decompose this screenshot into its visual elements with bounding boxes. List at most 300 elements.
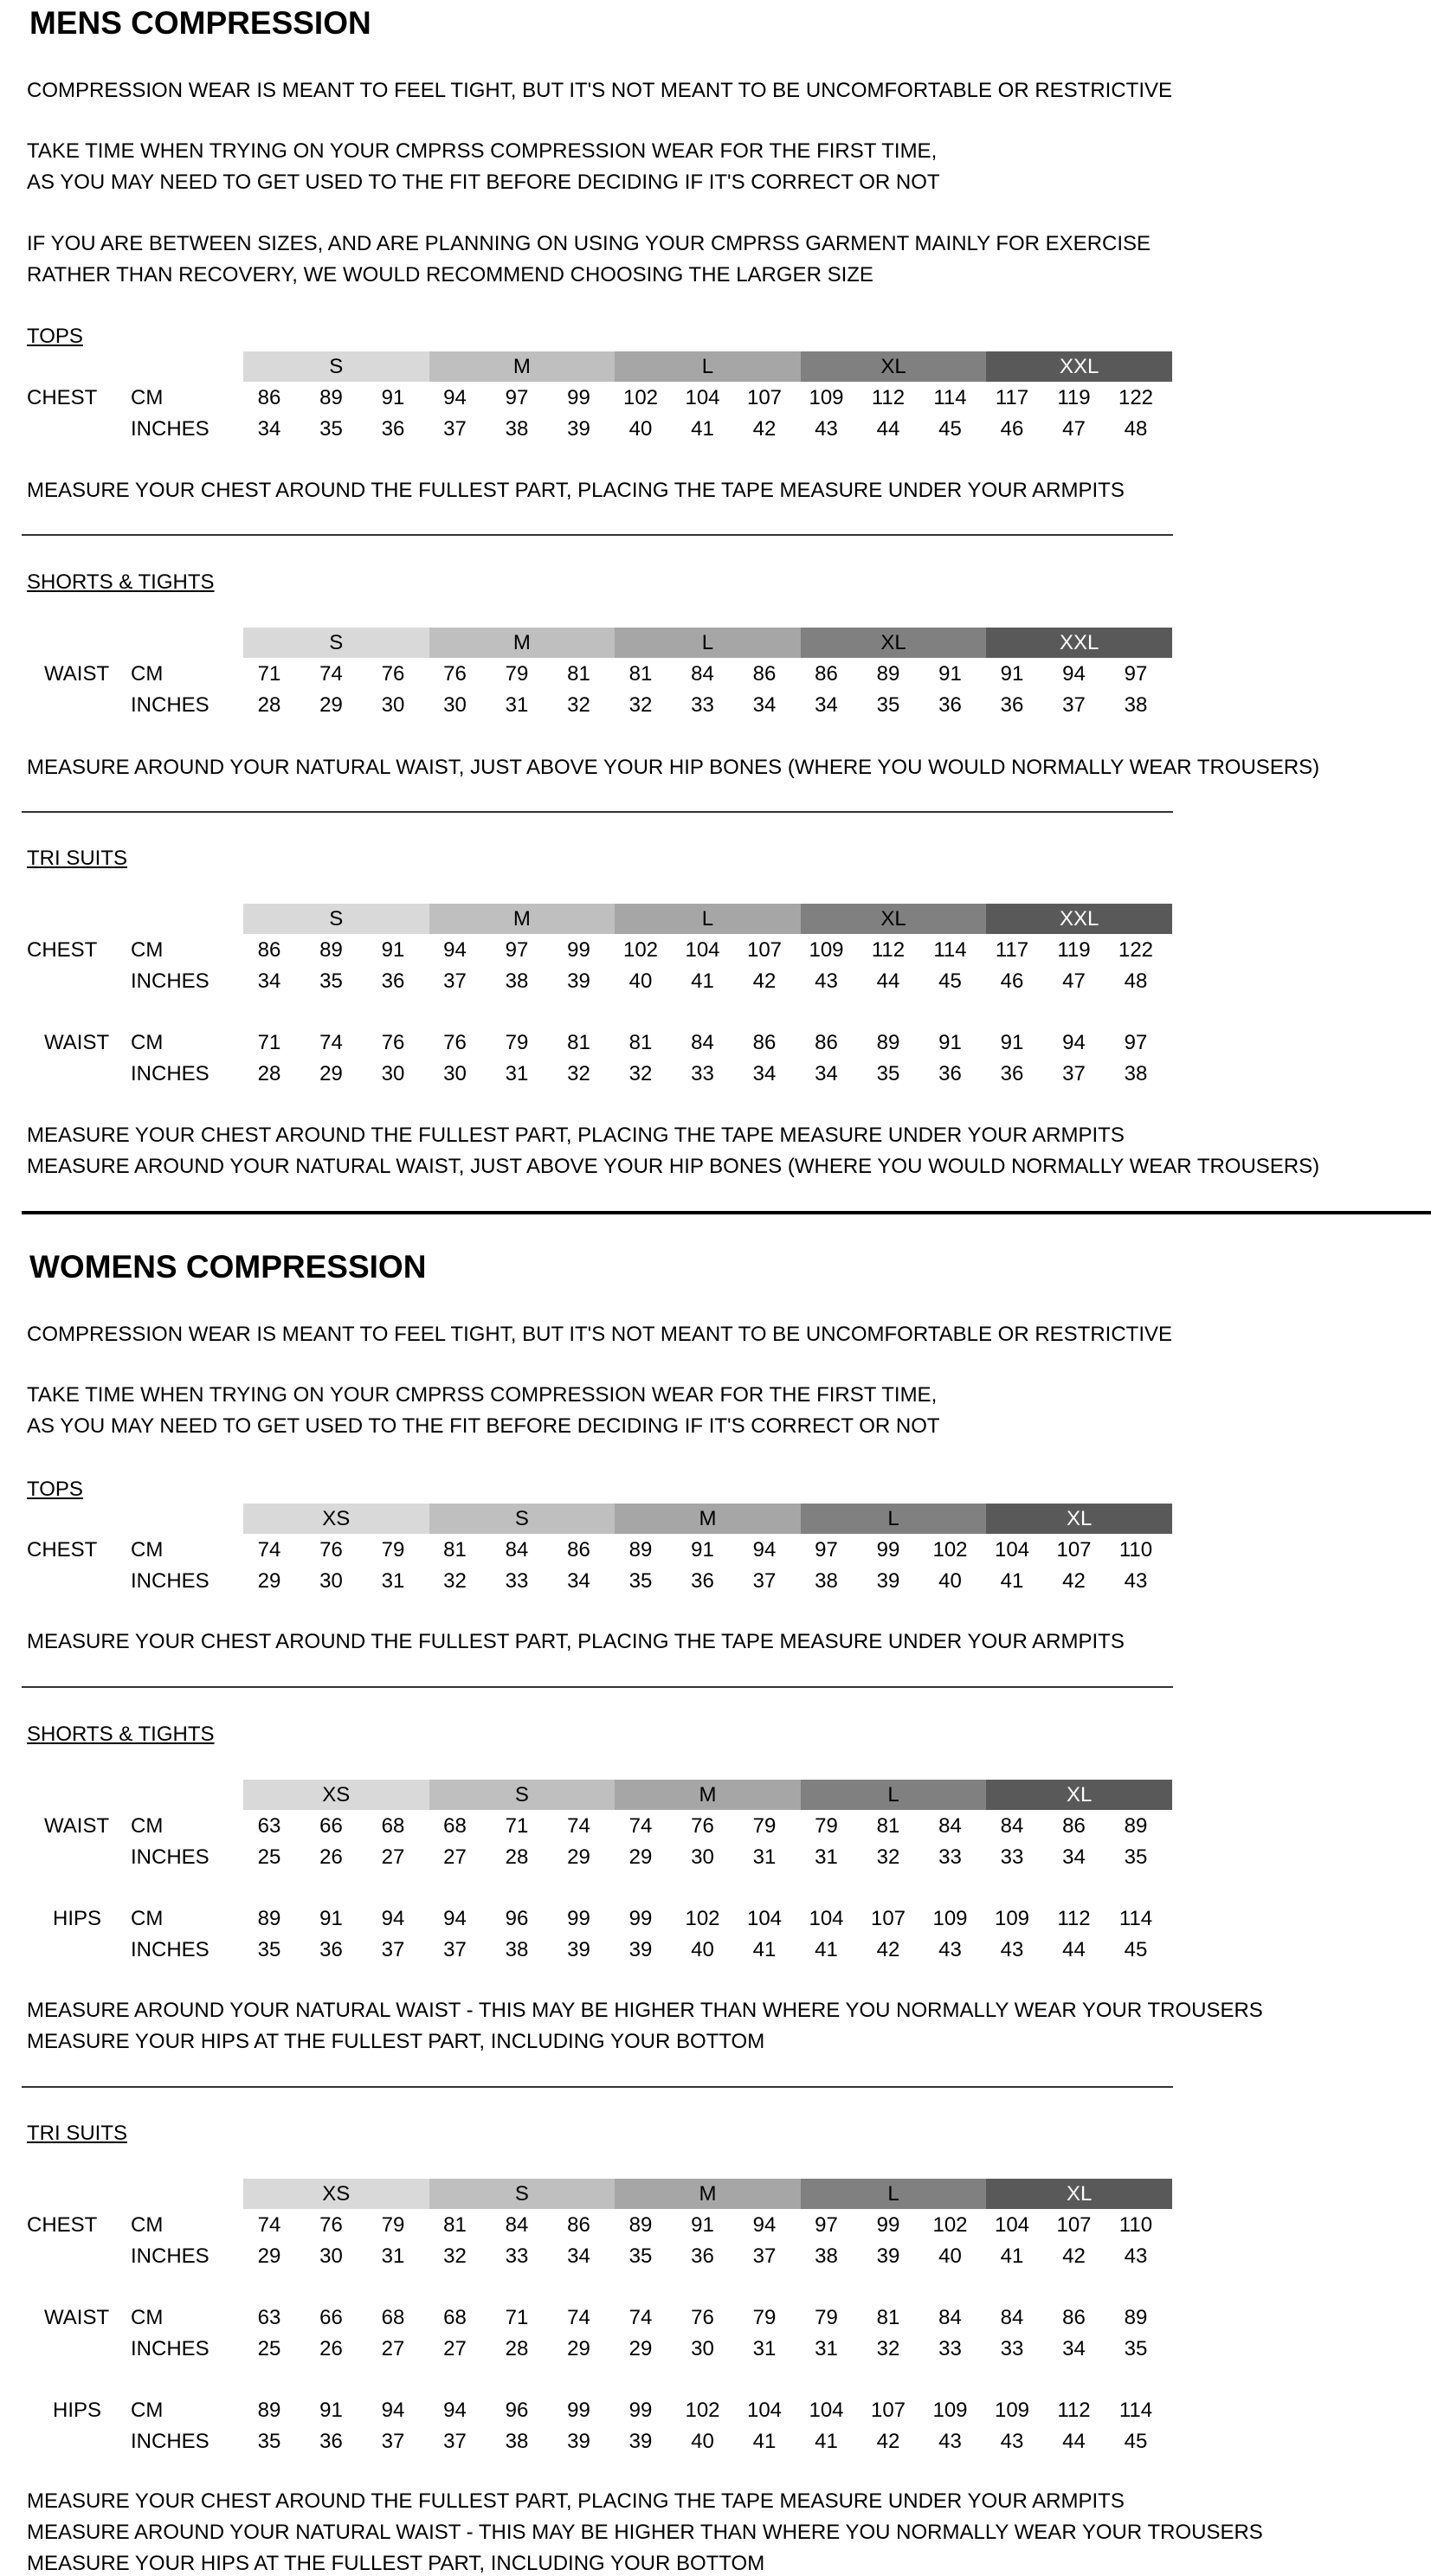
womens-tri-note-2: MEASURE AROUND YOUR NATURAL WAIST - THIS MAY BE HIGHER THAN WHERE YOU NORMALLY WEAR YOUR TROUSERS: [27, 2521, 1263, 2544]
size-value-cell: 74: [567, 2306, 590, 2329]
size-value-cell: 112: [871, 938, 906, 962]
size-value-cell: 27: [443, 2337, 467, 2360]
size-header-m: M: [615, 2179, 801, 2209]
size-value-cell: 30: [381, 693, 405, 717]
size-value-cell: 68: [381, 1814, 405, 1838]
mens-shorts-size-band: [243, 628, 1172, 658]
divider: [22, 2086, 1173, 2088]
size-header-xxl: XXL: [986, 351, 1172, 382]
size-value-cell: 42: [876, 2430, 900, 2453]
size-value-cell: 37: [1062, 693, 1086, 717]
size-value-cell: 114: [1118, 1907, 1153, 1930]
size-value-cell: 99: [567, 938, 590, 962]
divider: [22, 811, 1173, 813]
size-header-xl: XL: [986, 1504, 1172, 1534]
size-value-cell: 34: [567, 2244, 590, 2268]
size-value-cell: 29: [319, 1062, 343, 1085]
size-value-cell: 102: [685, 2399, 720, 2422]
size-value-cell: 34: [815, 693, 838, 717]
size-value-cell: 33: [505, 1569, 529, 1593]
measure-label-hips: HIPS: [53, 1907, 102, 1930]
size-value-cell: 104: [685, 938, 720, 962]
size-value-cell: 39: [567, 1938, 590, 1961]
size-value-cell: 33: [691, 693, 714, 717]
size-value-cell: 91: [691, 1538, 714, 1562]
size-value-cell: 86: [567, 1538, 590, 1562]
size-header-s: S: [243, 904, 429, 934]
womens-intro-3: AS YOU MAY NEED TO GET USED TO THE FIT BEFORE DECIDING IF IT'S CORRECT OR NOT: [27, 1414, 940, 1438]
size-header-s: S: [429, 1780, 616, 1810]
size-value-cell: 38: [505, 417, 529, 441]
womens-shorts-size-band: [243, 1780, 1172, 1810]
size-header-m: M: [615, 1504, 801, 1534]
size-value-cell: 33: [938, 2337, 962, 2360]
size-value-cell: 28: [505, 2337, 529, 2360]
size-header-s: S: [243, 628, 429, 658]
size-value-cell: 36: [381, 417, 405, 441]
size-value-cell: 97: [1124, 662, 1148, 686]
size-value-cell: 31: [505, 693, 529, 717]
size-value-cell: 30: [443, 693, 467, 717]
size-header-xs: XS: [243, 2179, 429, 2209]
unit-label-inches: INCHES: [131, 1845, 209, 1869]
size-value-cell: 31: [752, 1845, 777, 1869]
size-value-cell: 34: [257, 417, 281, 441]
unit-label-cm: CM: [131, 1814, 164, 1838]
size-value-cell: 94: [752, 1538, 777, 1562]
size-value-cell: 79: [815, 2306, 838, 2329]
size-value-cell: 104: [685, 386, 720, 409]
size-value-cell: 91: [938, 1031, 962, 1054]
size-value-cell: 39: [628, 1938, 653, 1961]
unit-label-inches: INCHES: [131, 2244, 209, 2268]
measure-label-chest: CHEST: [27, 386, 98, 409]
size-value-cell: 76: [381, 1031, 405, 1054]
size-value-cell: 41: [752, 1938, 777, 1961]
size-value-cell: 30: [443, 1062, 467, 1085]
womens-intro-1: COMPRESSION WEAR IS MEANT TO FEEL TIGHT, BUT IT'S NOT MEANT TO BE UNCOMFORTABLE OR RESTRICTIVE: [27, 1323, 1173, 1346]
size-value-cell: 94: [443, 938, 467, 962]
size-header-l: L: [801, 1780, 987, 1810]
unit-label-cm: CM: [131, 2399, 164, 2422]
size-value-cell: 96: [505, 1907, 529, 1930]
mens-shorts-heading: SHORTS & TIGHTS: [27, 570, 215, 594]
size-value-cell: 33: [1000, 1845, 1024, 1869]
size-value-cell: 40: [628, 417, 653, 441]
size-value-cell: 43: [938, 1938, 962, 1961]
size-value-cell: 32: [567, 1062, 590, 1085]
measure-label-chest: CHEST: [27, 2213, 98, 2237]
size-value-cell: 37: [381, 2430, 405, 2453]
size-value-cell: 74: [319, 662, 343, 686]
size-value-cell: 104: [809, 2399, 844, 2422]
size-header-xl: XL: [801, 904, 987, 934]
size-value-cell: 37: [381, 1938, 405, 1961]
size-value-cell: 91: [938, 662, 962, 686]
size-value-cell: 76: [443, 662, 467, 686]
size-value-cell: 38: [1124, 693, 1148, 717]
size-header-s: S: [429, 2179, 616, 2209]
unit-label-inches: INCHES: [131, 693, 209, 717]
size-value-cell: 79: [381, 1538, 405, 1562]
size-value-cell: 102: [622, 938, 659, 962]
size-value-cell: 84: [691, 662, 714, 686]
size-value-cell: 45: [938, 417, 962, 441]
size-value-cell: 43: [938, 2430, 962, 2453]
mens-intro-5: RATHER THAN RECOVERY, WE WOULD RECOMMEND CHOOSING THE LARGER SIZE: [27, 263, 873, 287]
size-value-cell: 37: [752, 1569, 777, 1593]
size-value-cell: 39: [567, 969, 590, 993]
size-value-cell: 35: [319, 417, 343, 441]
womens-tri-note-3: MEASURE YOUR HIPS AT THE FULLEST PART, INCLUDING YOUR BOTTOM: [27, 2552, 765, 2575]
size-value-cell: 89: [1124, 2306, 1148, 2329]
size-header-m: M: [429, 351, 616, 382]
size-value-cell: 36: [1000, 1062, 1024, 1085]
unit-label-cm: CM: [131, 2213, 164, 2237]
size-header-l: L: [615, 904, 801, 934]
size-value-cell: 102: [685, 1907, 720, 1930]
womens-tri-size-band: [243, 2179, 1172, 2209]
size-header-xs: XS: [243, 1504, 429, 1534]
size-value-cell: 86: [815, 1031, 838, 1054]
size-value-cell: 32: [628, 693, 653, 717]
unit-label-inches: INCHES: [131, 2430, 209, 2453]
size-value-cell: 104: [994, 1538, 1030, 1562]
divider: [22, 534, 1173, 536]
size-value-cell: 38: [815, 2244, 838, 2268]
size-value-cell: 63: [257, 2306, 281, 2329]
size-value-cell: 41: [1000, 2244, 1024, 2268]
size-value-cell: 66: [319, 1814, 343, 1838]
size-value-cell: 30: [319, 2244, 343, 2268]
size-value-cell: 38: [1124, 1062, 1148, 1085]
unit-label-inches: INCHES: [131, 969, 209, 993]
mens-intro-4: IF YOU ARE BETWEEN SIZES, AND ARE PLANNING ON USING YOUR CMPRSS GARMENT MAINLY FOR EXERCISE: [27, 232, 1151, 255]
size-value-cell: 37: [1062, 1062, 1086, 1085]
size-value-cell: 102: [932, 1538, 968, 1562]
size-value-cell: 110: [1118, 1538, 1153, 1562]
size-value-cell: 91: [691, 2213, 714, 2237]
size-value-cell: 29: [319, 693, 343, 717]
size-header-m: M: [615, 1780, 801, 1810]
size-value-cell: 76: [443, 1031, 467, 1054]
size-value-cell: 84: [938, 2306, 962, 2329]
size-value-cell: 71: [257, 1031, 281, 1054]
size-value-cell: 32: [876, 1845, 900, 1869]
size-value-cell: 34: [567, 1569, 590, 1593]
size-value-cell: 27: [443, 1845, 467, 1869]
size-value-cell: 81: [443, 2213, 467, 2237]
size-value-cell: 42: [752, 969, 777, 993]
size-value-cell: 81: [876, 2306, 900, 2329]
size-value-cell: 40: [628, 969, 653, 993]
size-value-cell: 94: [443, 1907, 467, 1930]
size-value-cell: 47: [1062, 417, 1086, 441]
size-value-cell: 84: [691, 1031, 714, 1054]
womens-tops-heading: TOPS: [27, 1478, 83, 1501]
size-value-cell: 81: [628, 1031, 653, 1054]
size-value-cell: 37: [443, 1938, 467, 1961]
size-value-cell: 31: [381, 2244, 405, 2268]
unit-label-cm: CM: [131, 1538, 164, 1562]
mens-tri-note-2: MEASURE AROUND YOUR NATURAL WAIST, JUST ABOVE YOUR HIP BONES (WHERE YOU WOULD NORMALLY WEAR TROUSERS): [27, 1155, 1320, 1178]
size-value-cell: 31: [381, 1569, 405, 1593]
unit-label-cm: CM: [131, 938, 164, 962]
womens-tri-note-1: MEASURE YOUR CHEST AROUND THE FULLEST PART, PLACING THE TAPE MEASURE UNDER YOUR ARMPITS: [27, 2489, 1125, 2513]
size-value-cell: 117: [995, 386, 1029, 409]
size-value-cell: 34: [752, 693, 777, 717]
size-value-cell: 45: [1124, 2430, 1148, 2453]
size-value-cell: 41: [691, 969, 714, 993]
size-value-cell: 86: [1062, 2306, 1086, 2329]
size-value-cell: 96: [505, 2399, 529, 2422]
size-header-xxl: XXL: [986, 904, 1172, 934]
mens-intro-3: AS YOU MAY NEED TO GET USED TO THE FIT BEFORE DECIDING IF IT'S CORRECT OR NOT: [27, 171, 940, 194]
size-header-xl: XL: [986, 1780, 1172, 1810]
unit-label-inches: INCHES: [131, 1062, 209, 1085]
unit-label-cm: CM: [131, 662, 164, 686]
size-value-cell: 44: [876, 969, 900, 993]
size-value-cell: 29: [257, 1569, 281, 1593]
size-value-cell: 28: [505, 1845, 529, 1869]
size-value-cell: 39: [876, 1569, 900, 1593]
size-value-cell: 35: [876, 1062, 900, 1085]
size-value-cell: 40: [938, 2244, 962, 2268]
size-value-cell: 27: [381, 1845, 405, 1869]
size-value-cell: 32: [567, 693, 590, 717]
size-value-cell: 114: [1118, 2399, 1153, 2422]
size-value-cell: 76: [319, 1538, 343, 1562]
size-value-cell: 66: [319, 2306, 343, 2329]
size-value-cell: 91: [381, 938, 405, 962]
size-value-cell: 99: [876, 1538, 900, 1562]
size-value-cell: 36: [319, 1938, 343, 1961]
size-value-cell: 38: [505, 2430, 529, 2453]
size-value-cell: 30: [691, 1845, 714, 1869]
unit-label-cm: CM: [131, 1031, 164, 1054]
size-value-cell: 86: [752, 1031, 777, 1054]
size-value-cell: 89: [257, 1907, 281, 1930]
womens-shorts-note-2: MEASURE YOUR HIPS AT THE FULLEST PART, INCLUDING YOUR BOTTOM: [27, 2030, 765, 2053]
size-value-cell: 39: [567, 2430, 590, 2453]
size-value-cell: 37: [443, 2430, 467, 2453]
size-value-cell: 94: [1062, 1031, 1086, 1054]
size-value-cell: 112: [1057, 2399, 1091, 2422]
size-value-cell: 31: [752, 2337, 777, 2360]
size-header-xxl: XXL: [986, 628, 1172, 658]
size-value-cell: 97: [815, 2213, 838, 2237]
size-value-cell: 34: [1062, 2337, 1086, 2360]
size-value-cell: 81: [567, 662, 590, 686]
size-value-cell: 81: [628, 662, 653, 686]
size-value-cell: 44: [1062, 2430, 1086, 2453]
size-value-cell: 84: [505, 2213, 529, 2237]
mens-title: MENS COMPRESSION: [29, 5, 371, 41]
size-value-cell: 102: [622, 386, 659, 409]
size-value-cell: 74: [628, 1814, 653, 1838]
size-value-cell: 79: [505, 662, 529, 686]
size-value-cell: 89: [628, 1538, 653, 1562]
size-value-cell: 41: [1000, 1569, 1024, 1593]
size-value-cell: 86: [257, 938, 281, 962]
size-value-cell: 89: [876, 662, 900, 686]
size-value-cell: 107: [1056, 2213, 1092, 2237]
size-header-l: L: [801, 1504, 987, 1534]
size-value-cell: 40: [938, 1569, 962, 1593]
size-value-cell: 36: [381, 969, 405, 993]
size-value-cell: 94: [1062, 662, 1086, 686]
size-value-cell: 97: [1124, 1031, 1148, 1054]
size-value-cell: 86: [1062, 1814, 1086, 1838]
size-value-cell: 39: [876, 2244, 900, 2268]
size-value-cell: 29: [628, 1845, 653, 1869]
size-value-cell: 84: [938, 1814, 962, 1838]
size-value-cell: 109: [994, 1907, 1030, 1930]
size-value-cell: 86: [815, 662, 838, 686]
size-value-cell: 34: [1062, 1845, 1086, 1869]
unit-label-cm: CM: [131, 2306, 164, 2329]
size-value-cell: 91: [319, 1907, 343, 1930]
size-value-cell: 81: [443, 1538, 467, 1562]
size-value-cell: 94: [752, 2213, 777, 2237]
size-value-cell: 94: [443, 386, 467, 409]
size-value-cell: 79: [381, 2213, 405, 2237]
size-value-cell: 42: [1062, 1569, 1086, 1593]
size-value-cell: 122: [1118, 386, 1154, 409]
mens-tops-note-1: MEASURE YOUR CHEST AROUND THE FULLEST PART, PLACING THE TAPE MEASURE UNDER YOUR ARMPITS: [27, 479, 1125, 502]
mens-tri-size-band: [243, 904, 1172, 934]
size-value-cell: 35: [628, 1569, 653, 1593]
size-header-xl: XL: [986, 2179, 1172, 2209]
size-value-cell: 104: [746, 2399, 783, 2422]
size-value-cell: 37: [443, 417, 467, 441]
size-value-cell: 41: [691, 417, 714, 441]
womens-tops-size-band: [243, 1504, 1172, 1534]
size-value-cell: 107: [870, 2399, 906, 2422]
measure-label-waist: WAIST: [44, 662, 110, 686]
size-value-cell: 36: [691, 2244, 714, 2268]
size-value-cell: 41: [815, 1938, 838, 1961]
size-value-cell: 33: [938, 1845, 962, 1869]
size-value-cell: 97: [505, 386, 529, 409]
size-value-cell: 89: [257, 2399, 281, 2422]
size-value-cell: 29: [257, 2244, 281, 2268]
size-value-cell: 109: [994, 2399, 1030, 2422]
section-divider: [22, 1211, 1431, 1214]
size-value-cell: 29: [567, 1845, 590, 1869]
size-value-cell: 94: [443, 2399, 467, 2422]
size-value-cell: 63: [257, 1814, 281, 1838]
size-value-cell: 114: [933, 938, 967, 962]
size-value-cell: 27: [381, 2337, 405, 2360]
size-value-cell: 112: [1057, 1907, 1091, 1930]
size-value-cell: 104: [809, 1907, 844, 1930]
size-value-cell: 35: [1124, 2337, 1148, 2360]
size-value-cell: 47: [1062, 969, 1086, 993]
size-value-cell: 109: [809, 386, 844, 409]
size-value-cell: 25: [257, 2337, 281, 2360]
womens-title: WOMENS COMPRESSION: [29, 1249, 427, 1285]
size-value-cell: 99: [567, 386, 590, 409]
size-value-cell: 94: [381, 1907, 405, 1930]
size-value-cell: 107: [1056, 1538, 1092, 1562]
size-header-l: L: [615, 351, 801, 382]
size-value-cell: 29: [567, 2337, 590, 2360]
size-value-cell: 36: [938, 693, 962, 717]
size-value-cell: 89: [1124, 1814, 1148, 1838]
size-value-cell: 86: [752, 662, 777, 686]
size-value-cell: 94: [381, 2399, 405, 2422]
size-value-cell: 89: [319, 938, 343, 962]
size-header-m: M: [429, 904, 616, 934]
size-value-cell: 76: [691, 1814, 714, 1838]
size-value-cell: 32: [443, 2244, 467, 2268]
mens-tri-heading: TRI SUITS: [27, 847, 128, 870]
size-value-cell: 107: [746, 386, 783, 409]
size-value-cell: 38: [505, 969, 529, 993]
size-value-cell: 76: [319, 2213, 343, 2237]
size-value-cell: 38: [505, 1938, 529, 1961]
size-value-cell: 99: [628, 1907, 653, 1930]
size-value-cell: 91: [1000, 1031, 1024, 1054]
size-value-cell: 74: [319, 1031, 343, 1054]
size-value-cell: 45: [938, 969, 962, 993]
size-value-cell: 46: [1000, 969, 1024, 993]
size-value-cell: 35: [319, 969, 343, 993]
size-value-cell: 68: [381, 2306, 405, 2329]
size-value-cell: 31: [505, 1062, 529, 1085]
size-value-cell: 71: [257, 662, 281, 686]
size-value-cell: 32: [628, 1062, 653, 1085]
size-value-cell: 33: [1000, 2337, 1024, 2360]
size-value-cell: 68: [443, 2306, 467, 2329]
womens-intro-2: TAKE TIME WHEN TRYING ON YOUR CMPRSS COMPRESSION WEAR FOR THE FIRST TIME,: [27, 1383, 938, 1407]
size-value-cell: 44: [1062, 1938, 1086, 1961]
size-value-cell: 84: [1000, 2306, 1024, 2329]
size-value-cell: 26: [319, 1845, 343, 1869]
size-value-cell: 84: [505, 1538, 529, 1562]
divider: [22, 1686, 1173, 1688]
size-value-cell: 35: [1124, 1845, 1148, 1869]
size-value-cell: 33: [691, 1062, 714, 1085]
unit-label-cm: CM: [131, 1907, 164, 1930]
size-value-cell: 33: [505, 2244, 529, 2268]
size-value-cell: 37: [443, 969, 467, 993]
size-value-cell: 76: [381, 662, 405, 686]
size-value-cell: 79: [752, 2306, 777, 2329]
size-value-cell: 68: [443, 1814, 467, 1838]
size-value-cell: 35: [257, 2430, 281, 2453]
size-value-cell: 74: [257, 2213, 281, 2237]
size-value-cell: 99: [876, 2213, 900, 2237]
size-value-cell: 74: [567, 1814, 590, 1838]
size-value-cell: 31: [815, 2337, 838, 2360]
mens-tri-note-1: MEASURE YOUR CHEST AROUND THE FULLEST PART, PLACING THE TAPE MEASURE UNDER YOUR ARMPITS: [27, 1124, 1125, 1147]
size-value-cell: 91: [1000, 662, 1024, 686]
size-value-cell: 37: [752, 2244, 777, 2268]
size-value-cell: 104: [746, 1907, 783, 1930]
womens-shorts-note-1: MEASURE AROUND YOUR NATURAL WAIST - THIS MAY BE HIGHER THAN WHERE YOU NORMALLY WEAR YOUR TROUSERS: [27, 1999, 1263, 2022]
size-value-cell: 32: [443, 1569, 467, 1593]
size-header-xl: XL: [801, 628, 987, 658]
size-value-cell: 30: [381, 1062, 405, 1085]
unit-label-inches: INCHES: [131, 1938, 209, 1961]
womens-tri-heading: TRI SUITS: [27, 2122, 128, 2145]
size-value-cell: 25: [257, 1845, 281, 1869]
size-header-m: M: [429, 628, 616, 658]
size-value-cell: 97: [505, 938, 529, 962]
size-value-cell: 28: [257, 1062, 281, 1085]
